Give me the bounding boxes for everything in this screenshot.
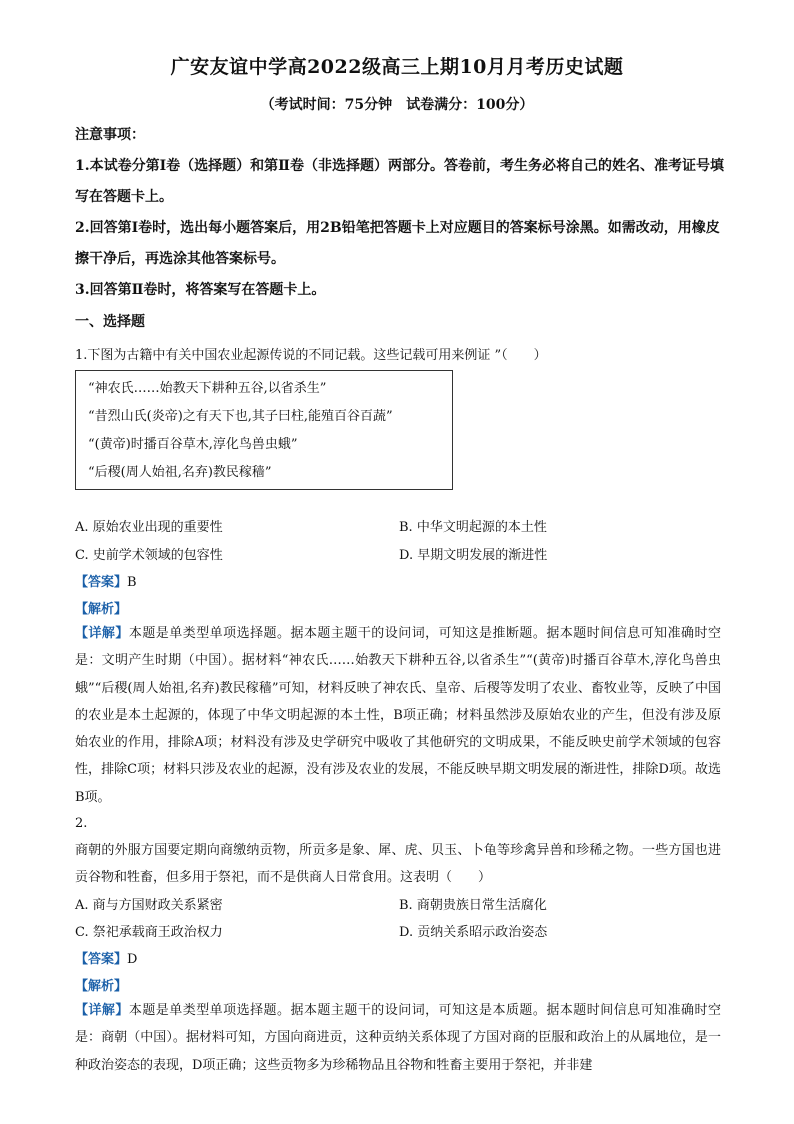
quote-4: “后稷(周人始祖,名弃)教民稼穑” — [88, 465, 272, 480]
q2-detail — [75, 997, 721, 1079]
q1-option-a: A. 原始农业出现的重要性 — [75, 520, 223, 535]
notice-item-2: 2.回答第Ⅰ卷时，选出每小题答案后，用2B铅笔把答题卡上对应题目的答案标号涂黑。如需改动，用橡皮擦干净后，再选涂其他答案标号。 — [75, 220, 720, 267]
q1-option-b: B. 中华文明起源的本土性 — [399, 520, 547, 535]
q2-answer-value: D — [127, 952, 138, 967]
quote-2: “昔烈山氏(炎帝)之有天下也,其子曰柱,能殖百谷百蔬” — [88, 409, 393, 424]
q1-answer — [75, 571, 137, 590]
question-1-stem: 1.下图为古籍中有关中国农业起源传说的不同记载。这些记载可用来例证 ”（ ） — [75, 348, 547, 363]
q2-answer-label: 【答案】 — [75, 952, 128, 967]
q2-option-d: D. 贡纳关系昭示政治姿态 — [399, 925, 548, 940]
q1-answer-value: B — [127, 575, 137, 590]
section-heading: 一、选择题 — [75, 314, 145, 330]
notice-item-1: 1.本试卷分第Ⅰ卷（选择题）和第Ⅱ卷（非选择题）两部分。答卷前，考生务必将自己的姓名、准考证号填写在答题卡上。 — [75, 158, 724, 205]
q1-detail-label: 【详解】 — [75, 626, 129, 641]
question-2-number: 2. — [75, 816, 88, 831]
quote-1: “神农氏……始教天下耕种五谷,以省杀生” — [88, 381, 327, 396]
page-title: 广安友谊中学高2022级高三上期10月月考历史试题 — [170, 56, 624, 78]
notice-item-3: 3.回答第Ⅱ卷时，将答案写在答题卡上。 — [75, 282, 326, 298]
question-2-stem: 商朝的外服方国要定期向商缴纳贡物，所贡多是象、犀、虎、贝玉、卜龟等珍禽异兽和珍稀之物。一些方国也进贡谷物和牲畜，但多用于祭祀，而不是供商人日常食用。这表明（ ） — [75, 843, 721, 886]
notice-heading: 注意事项： — [75, 127, 145, 143]
q1-option-d: D. 早期文明发展的渐进性 — [399, 548, 548, 563]
q2-analysis-label: 【解析】 — [75, 979, 128, 994]
q2-option-b: B. 商朝贵族日常生活腐化 — [399, 898, 547, 913]
q2-detail-label: 【详解】 — [75, 1003, 129, 1018]
q1-answer-label: 【答案】 — [75, 575, 128, 590]
quote-3: “(黄帝)时播百谷草木,淳化鸟兽虫蛾” — [88, 437, 298, 452]
quote-box — [75, 370, 453, 490]
q1-detail — [75, 620, 721, 811]
q2-detail-text: 本题是单类型单项选择题。据本题主题干的设问词，可知这是本质题。据本题时间信息可知准确时空是：商朝（中国）。据材料可知，方国向商进贡，这种贡纳关系体现了方国对商的臣服和政治上的从属地位，是一种政治姿态的表现，D项正确；这些贡物多为珍稀物品且谷物和牲畜主要用于祭祀，并非建 — [75, 1003, 721, 1073]
q2-answer — [75, 948, 137, 967]
q1-analysis-label: 【解析】 — [75, 602, 128, 617]
q2-option-a: A. 商与方国财政关系紧密 — [75, 898, 223, 913]
q1-option-c: C. 史前学术领域的包容性 — [75, 548, 223, 563]
exam-info: （考试时间：75分钟 试卷满分：100分） — [260, 97, 534, 113]
q2-option-c: C. 祭祀承载商王政治权力 — [75, 925, 223, 940]
q1-detail-text: 本题是单类型单项选择题。据本题主题干的设问词，可知这是推断题。据本题时间信息可知准确时空是：文明产生时期（中国）。据材料“神农氏……始教天下耕种五谷,以省杀生”“(黄帝)时播百谷草木,淳化鸟兽虫蛾”“后稷(周人始祖,名弃)教民稼穑”可知，材料反映了神农氏、皇帝、后稷等发明了农业、畜牧业等，反映了中国的农业是本土起源的，体现了中华文明起源的本土性，B项正确；材料虽然涉及原始农业的产生，但没有涉及原始农业的作用，排除A项；材料没有涉及史学研究中吸收了其他研究的文明成果，不能反映史前学术领域的包容性，排除C项；材料只涉及农业的起源，没有涉及农业的发展，不能反映早期文明发展的渐进性，排除D项。故选B项。 — [75, 626, 721, 805]
